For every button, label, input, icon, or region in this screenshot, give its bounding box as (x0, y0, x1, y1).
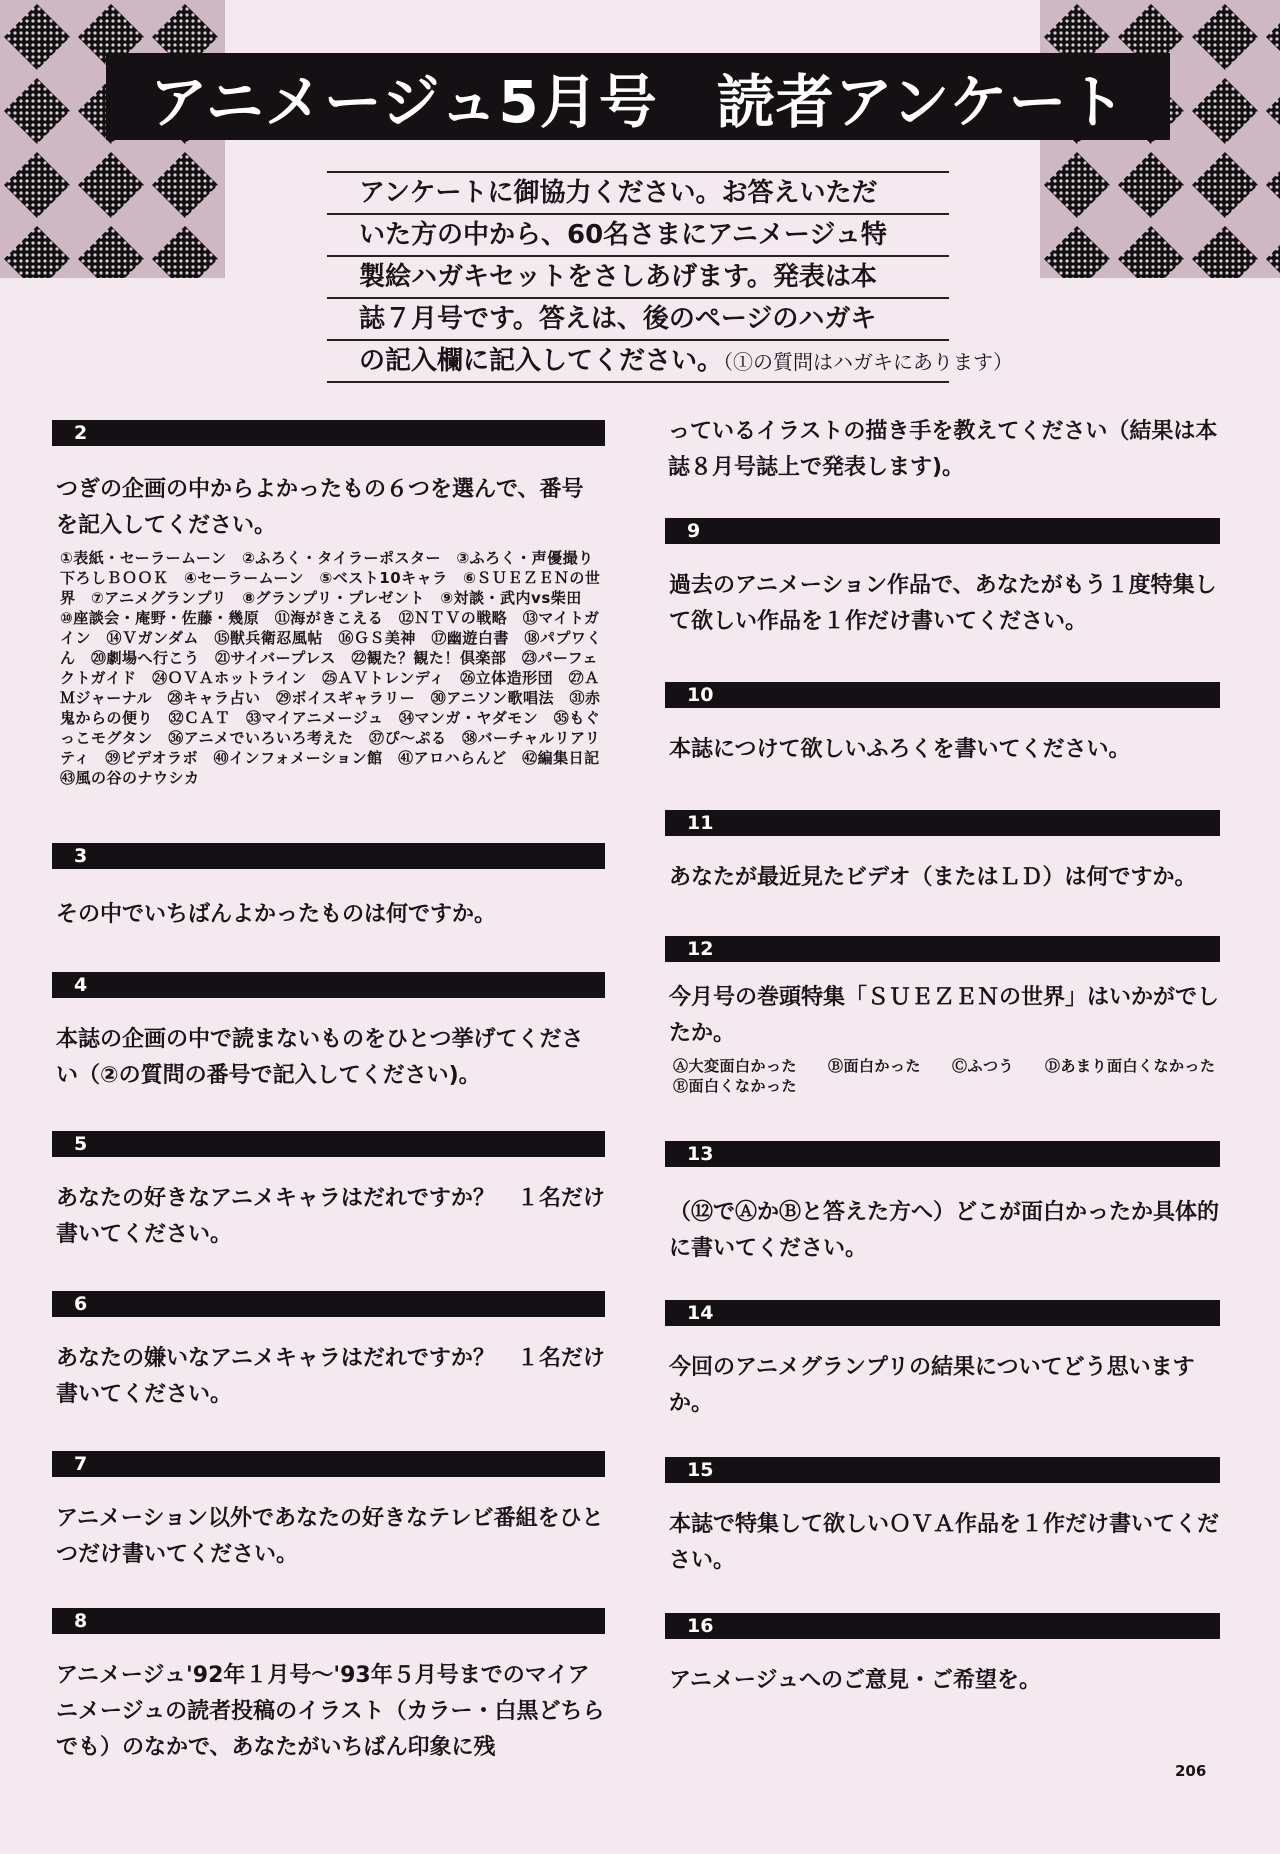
question-text: あなたの嫌いなアニメキャラはだれですか？ １名だけ書いてください。 (56, 1346, 605, 1407)
question-text: 本誌につけて欲しいふろくを書いてください。 (669, 737, 1131, 762)
question-options: ①表紙・セーラームーン ②ふろく・タイラーポスター ③ふろく・声優撮り下ろしＢＯＯＫ ④セーラームーン ⑤ベスト10キャラ ⑥ＳＵＥＺＥＮの世界 ⑦アニメグランプリ ⑧グランプリ・プレゼント ⑨対談・武内vs柴田 ⑩座談会・庵野・佐藤・幾原 ⑪海がきこえる ⑫ＮＴＶの戦略 ⑬マイトガイン ⑭Ｖガンダム ⑮獣兵衛忍風帖 ⑯ＧＳ美神 ⑰幽遊白書 ⑱パプワくん ⑳劇場へ行こう ㉑サイバープレス ㉒観た？観た！倶楽部 ㉓パーフェクトガイド ㉔ＯＶＡホットライン ㉕ＡＶトレンディ ㉖立体造形団 ㉗ＡＭジャーナル ㉘キャラ占い ㉙ボイスギャラリー ㉚アニソン歌唱法 ㉛赤鬼からの便り ㉜ＣＡＴ ㉝マイアニメージュ ㉞マンガ・ヤダモン ㉟もぐっこモグタン ㊱アニメでいろいろ考えた ㊲ぴ〜ぷる ㊳バーチャルリアリティ ㊴ビデオラボ ㊵インフォメーション館 ㊶アロハらんど ㊷編集日記 ㊸風の谷のナウシカ (60, 549, 616, 787)
question-text: その中でいちばんよかったものは何ですか。 (56, 902, 497, 927)
intro-box (327, 171, 1014, 383)
question-number: 16 (665, 1613, 1220, 1639)
intro-note: （①の質問はハガキにあります） (723, 350, 1014, 374)
intro-text: の記入欄に記入してください。 (359, 346, 724, 376)
intro-line: 製絵ハガキセットをさしあげます。発表は本 (327, 257, 949, 299)
question-number: 9 (665, 518, 1220, 544)
question-text: 今月号の巻頭特集「ＳＵＥＺＥＮの世界」はいかがでしたか。 (669, 985, 1220, 1046)
question-11 (665, 810, 1220, 896)
question-text: あなたが最近見たビデオ（またはＬＤ）は何ですか。 (669, 865, 1197, 890)
question-number: 4 (52, 972, 605, 998)
question-number: 12 (665, 936, 1220, 962)
question-10 (665, 682, 1220, 768)
question-9 (665, 518, 1220, 640)
question-text: 本誌で特集して欲しいＯＶＡ作品を１作だけ書いてください。 (669, 1512, 1220, 1573)
question-number: 5 (52, 1131, 605, 1157)
question-text: アニメージュへのご意見・ご希望を。 (669, 1668, 1042, 1693)
question-number: 7 (52, 1451, 605, 1477)
question-16 (665, 1613, 1220, 1699)
question-14 (665, 1300, 1220, 1422)
question-13 (665, 1141, 1220, 1267)
question-text: 過去のアニメーション作品で、あなたがもう１度特集して欲しい作品を１作だけ書いてください。 (669, 573, 1217, 634)
question-12 (665, 936, 1247, 1096)
question-number: 3 (52, 843, 605, 869)
question-number: 15 (665, 1457, 1220, 1483)
question-4 (52, 972, 605, 1094)
question-number: 13 (665, 1141, 1220, 1167)
intro-line: いた方の中から、60名さまにアニメージュ特 (327, 215, 949, 257)
question-text: 今回のアニメグランプリの結果についてどう思いますか。 (669, 1355, 1195, 1416)
title-text: アニメージュ5月号 読者アンケート (149, 67, 1127, 136)
intro-line: 誌７月号です。答えは、後のページのハガキ (327, 299, 949, 341)
question-number: 10 (665, 682, 1220, 708)
question-7 (52, 1451, 605, 1573)
question-text: アニメーション以外であなたの好きなテレビ番組をひとつだけ書いてください。 (56, 1506, 604, 1567)
question-text: あなたの好きなアニメキャラはだれですか？ １名だけ書いてください。 (56, 1186, 605, 1247)
question-text: つぎの企画の中からよかったもの６つを選んで、番号を記入してください。 (56, 477, 584, 538)
question-2 (52, 420, 616, 788)
question-options: Ⓐ大変面白かった Ⓑ面白かった Ⓒふつう Ⓓあまり面白くなかった Ⓔ面白くなかった (673, 1057, 1247, 1095)
question-text: （⑫でⒶかⒷと答えた方へ）どこが面白かったか具体的に書いてください。 (669, 1200, 1220, 1261)
question-15 (665, 1457, 1220, 1579)
page-title (106, 53, 1170, 140)
intro-line: アンケートに御協力ください。お答えいただ (327, 171, 949, 215)
question-text: アニメージュ'92年１月号〜'93年５月号までのマイアニメージュの読者投稿のイラスト（カラー・白黒どちらでも）のなかで、あなたがいちばん印象に残 (56, 1663, 605, 1760)
question-number: 6 (52, 1291, 605, 1317)
question-8 (52, 1608, 605, 1766)
question-8-continued: っているイラストの描き手を教えてください（結果は本誌８月号誌上で発表します)。 (668, 419, 1218, 480)
question-number: 11 (665, 810, 1220, 836)
question-5 (52, 1131, 605, 1253)
page-number: 206 (1175, 1762, 1207, 1780)
question-3 (52, 843, 605, 933)
question-6 (52, 1291, 605, 1413)
question-number: 2 (52, 420, 605, 446)
question-number: 14 (665, 1300, 1220, 1326)
question-text: 本誌の企画の中で読まないものをひとつ挙げてください（②の質問の番号で記入してください)。 (56, 1027, 584, 1088)
intro-line (327, 341, 1014, 383)
question-number: 8 (52, 1608, 605, 1634)
